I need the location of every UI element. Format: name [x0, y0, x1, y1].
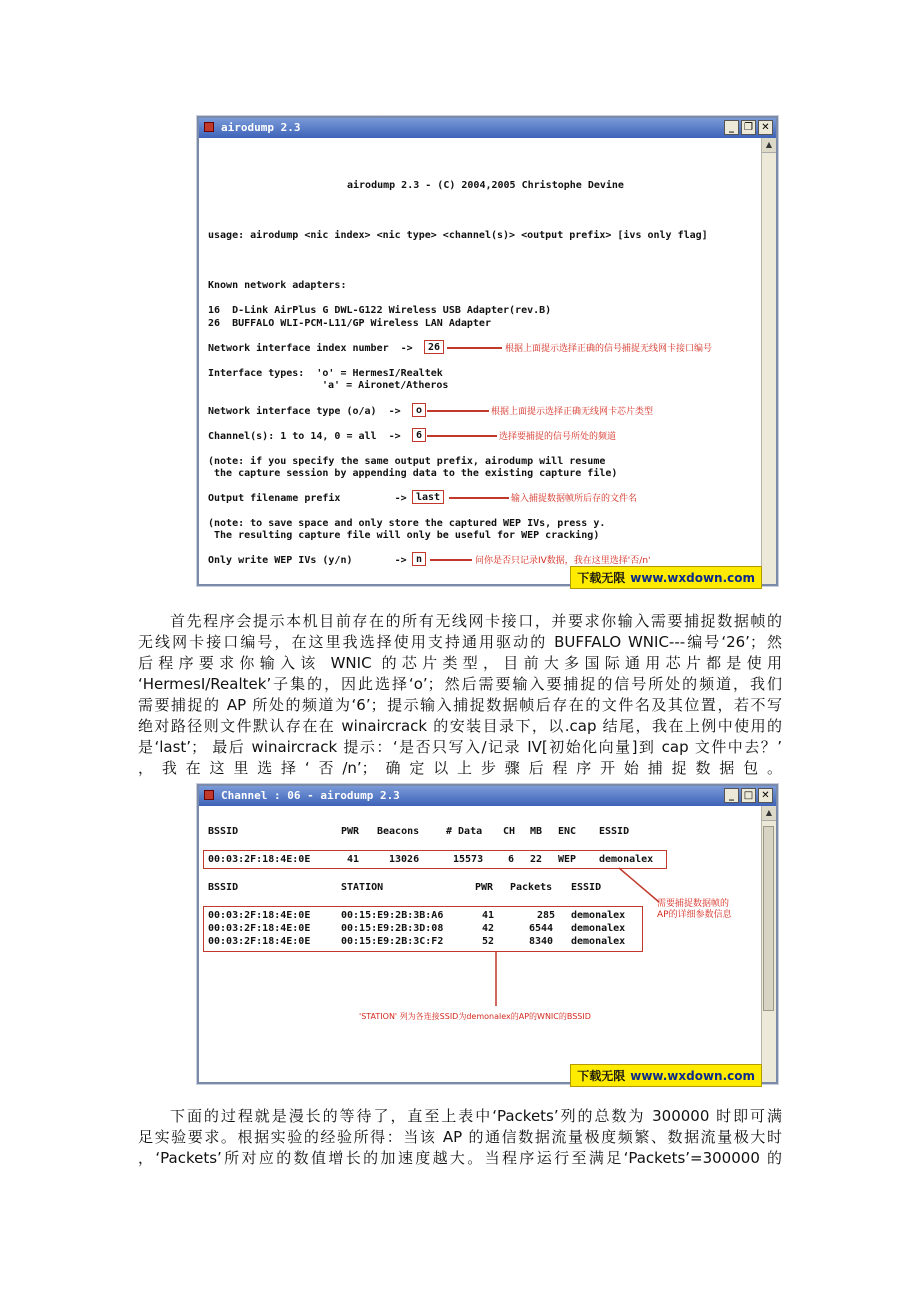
- ivs-prompt: Only write WEP IVs (y/n) ->: [208, 555, 407, 566]
- table-cell: 00:03:2F:18:4E:0E: [208, 936, 311, 947]
- window-title: Channel : 06 - airodump 2.3: [221, 789, 400, 802]
- scroll-up-arrow-icon[interactable]: ▲: [762, 806, 776, 821]
- column-header: Packets: [510, 882, 553, 893]
- types-line: 'a' = Aironet/Atheros: [322, 380, 449, 391]
- table-cell: WEP: [558, 854, 577, 865]
- paragraph-line: ，‘Packets’所对应的数值增长的加速度越大。当程序运行至满足‘Packets’=300000 的: [138, 1149, 782, 1167]
- minimize-icon[interactable]: _: [724, 788, 739, 803]
- column-header: STATION: [341, 882, 384, 893]
- watermark-text: 下载无限: [577, 571, 626, 585]
- ivs-input[interactable]: n: [412, 552, 426, 566]
- column-header: ESSID: [599, 826, 630, 837]
- table-cell: 41: [347, 854, 360, 865]
- column-header: MB: [530, 826, 543, 837]
- body-paragraph: [138, 611, 782, 779]
- ap-annotation-line: AP的详细参数信息: [657, 910, 732, 920]
- table-cell: demonalex: [599, 854, 654, 865]
- index-input[interactable]: 26: [424, 340, 444, 354]
- annotation-arrow: [430, 559, 472, 561]
- app-icon: [204, 122, 214, 132]
- table-cell: 00:03:2F:18:4E:0E: [208, 854, 311, 865]
- note-line: (note: if you specify the same output prefix, airodump will resume: [208, 456, 606, 467]
- scroll-up-arrow-icon[interactable]: ▲: [762, 138, 776, 153]
- column-header: PWR: [341, 826, 360, 837]
- table-cell: 8340: [529, 936, 554, 947]
- prefix-input[interactable]: last: [412, 490, 444, 504]
- paragraph-line: 是‘last’； 最后 winaircrack 提示：‘是否只写入/记录 IV[初始化向量]到 cap 文件中去？’: [138, 738, 782, 756]
- watermark-text: 下载无限: [577, 1069, 626, 1083]
- table-cell: 15573: [453, 854, 484, 865]
- annotation-lines: [199, 806, 759, 1066]
- adapter-line: 16 D-Link AirPlus G DWL-G122 Wireless USB Adapter(rev.B): [208, 305, 552, 316]
- body-paragraph: [138, 1106, 782, 1169]
- annotation-arrow: [449, 497, 509, 499]
- banner-line: airodump 2.3 - (C) 2004,2005 Christophe Devine: [347, 180, 624, 191]
- watermark: [570, 566, 762, 589]
- column-header: BSSID: [208, 882, 239, 893]
- ap-annotation-line: 需要捕捉数据帧的: [657, 899, 730, 909]
- app-icon: [204, 790, 214, 800]
- usage-line: usage: airodump <nic index> <nic type> <channel(s)> <output prefix> [ivs only flag]: [208, 230, 708, 241]
- column-header: Beacons: [377, 826, 420, 837]
- station-annotation: 'STATION' 列为各连接SSID为demonalex的AP的WNIC的BSSID: [359, 1012, 591, 1021]
- note-line: (note: to save space and only store the captured WEP IVs, press y.: [208, 518, 606, 529]
- annotation-arrow: [447, 347, 502, 349]
- window-titlebar[interactable]: [199, 786, 776, 806]
- window-titlebar[interactable]: [199, 118, 776, 138]
- maximize-icon[interactable]: □: [741, 788, 756, 803]
- paragraph-line: 需要捕捉的 AP 所处的频道为‘6’；提示输入捕捉数据帧后存在的文件名及其位置，若不写: [138, 696, 782, 714]
- scroll-thumb[interactable]: [763, 826, 774, 1011]
- channel-input[interactable]: 6: [412, 428, 426, 442]
- airodump-window: [197, 116, 778, 586]
- column-header: PWR: [475, 882, 494, 893]
- channel-annotation: 选择要捕捉的信号所处的频道: [499, 432, 617, 442]
- airodump-channel-window: [197, 784, 778, 1084]
- table-cell: 00:15:E9:2B:3D:08: [341, 923, 444, 934]
- adapter-line: 26 BUFFALO WLI-PCM-L11/GP Wireless LAN Adapter: [208, 318, 491, 329]
- annotation-arrow: [427, 435, 497, 437]
- ivs-annotation: 问你是否只记录IV数据，我在这里选择'否/n': [475, 556, 651, 566]
- paragraph-line: 后程序要求你输入该 WNIC 的芯片类型，目前大多国际通用芯片都是使用: [138, 654, 782, 672]
- minimize-icon[interactable]: _: [724, 120, 739, 135]
- table-cell: 13026: [389, 854, 420, 865]
- column-header: BSSID: [208, 826, 239, 837]
- table-cell: 285: [537, 910, 556, 921]
- paragraph-line: 足实验要求。根据实验的经验所得：当该 AP 的通信数据流量极度频繁、数据流量极大时: [138, 1128, 782, 1146]
- table-cell: 00:15:E9:2B:3C:F2: [341, 936, 444, 947]
- vertical-scrollbar[interactable]: [761, 806, 776, 1082]
- index-annotation: 根据上面提示选择正确的信号捕捉无线网卡接口编号: [505, 344, 713, 354]
- close-icon[interactable]: ✕: [758, 788, 773, 803]
- console-output: [199, 138, 762, 584]
- paragraph-line: 首先程序会提示本机目前存在的所有无线网卡接口，并要求你输入需要捕捉数据帧的: [170, 612, 782, 630]
- type-annotation: 根据上面提示选择正确无线网卡芯片类型: [491, 407, 654, 417]
- paragraph-line: 下面的过程就是漫长的等待了，直至上表中‘Packets’列的总数为 300000 时即可满: [170, 1107, 782, 1125]
- watermark-url: www.wxdown.com: [630, 571, 755, 585]
- table-cell: 00:15:E9:2B:3B:A6: [341, 910, 444, 921]
- table-cell: 6544: [529, 923, 554, 934]
- watermark-url: www.wxdown.com: [630, 1069, 755, 1083]
- table-cell: 22: [530, 854, 543, 865]
- column-header: ESSID: [571, 882, 602, 893]
- index-prompt: Network interface index number ->: [208, 343, 413, 354]
- channel-prompt: Channel(s): 1 to 14, 0 = all ->: [208, 431, 401, 442]
- console-output: [199, 806, 762, 1082]
- types-line: Interface types: 'o' = HermesI/Realtek: [208, 368, 443, 379]
- column-header: ENC: [558, 826, 577, 837]
- table-cell: demonalex: [571, 910, 626, 921]
- close-icon[interactable]: ✕: [758, 120, 773, 135]
- known-adapters-heading: Known network adapters:: [208, 280, 347, 291]
- vertical-scrollbar[interactable]: [761, 138, 776, 584]
- column-header: CH: [503, 826, 516, 837]
- table-cell: 52: [482, 936, 495, 947]
- table-cell: 6: [508, 854, 515, 865]
- prefix-annotation: 输入捕捉数据帧所后存的文件名: [511, 494, 638, 504]
- table-cell: 00:03:2F:18:4E:0E: [208, 910, 311, 921]
- restore-icon[interactable]: ❐: [741, 120, 756, 135]
- window-title: airodump 2.3: [221, 121, 301, 134]
- paragraph-line: ‘HermesI/Realtek’子集的，因此选择‘o’；然后需要输入要捕捉的信号所处的频道，我们: [138, 675, 782, 693]
- note-line: the capture session by appending data to the existing capture file): [208, 468, 618, 479]
- table-cell: 41: [482, 910, 495, 921]
- prefix-prompt: Output filename prefix ->: [208, 493, 407, 504]
- table-cell: demonalex: [571, 936, 626, 947]
- annotation-arrow: [427, 410, 489, 412]
- table-cell: 42: [482, 923, 495, 934]
- type-prompt: Network interface type (o/a) ->: [208, 406, 401, 417]
- table-cell: 00:03:2F:18:4E:0E: [208, 923, 311, 934]
- column-header: # Data: [446, 826, 483, 837]
- paragraph-line: ，我在这里选择‘否/n’；确定以上步骤后程序开始捕捉数据包。: [138, 759, 782, 777]
- type-input[interactable]: o: [412, 403, 426, 417]
- paragraph-line: 绝对路径则文件默认存在在 winaircrack 的安装目录下，以.cap 结尾，我在上例中使用的: [138, 717, 782, 735]
- table-cell: demonalex: [571, 923, 626, 934]
- paragraph-line: 无线网卡接口编号，在这里我选择使用支持通用驱动的 BUFFALO WNIC---编号‘26’；然: [138, 633, 782, 651]
- note-line: The resulting capture file will only be useful for WEP cracking): [208, 530, 600, 541]
- watermark: [570, 1064, 762, 1087]
- ap-annotation: [657, 899, 732, 921]
